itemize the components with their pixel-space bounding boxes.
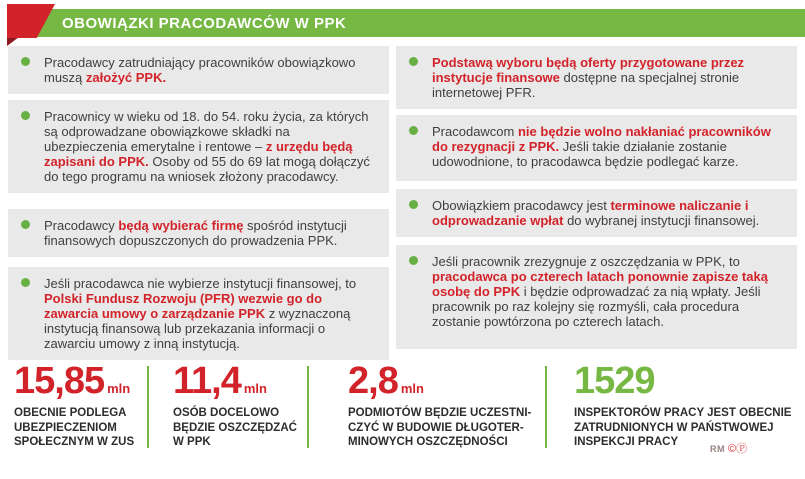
bullet-text	[44, 218, 375, 248]
stat-label-line: SPOŁECZNYM W ZUS	[14, 436, 135, 449]
stat-label-line: OSÓB DOCELOWO	[173, 407, 280, 419]
stat-label-line: W PPK	[173, 436, 211, 449]
stat-label	[574, 406, 799, 450]
text-segment-highlight: Polski Fundusz Rozwoju (PFR) wezwie go do zawarcia umowy o zarządzanie PPK	[44, 291, 323, 321]
text-segment: Osoby od 55 do 69 lat mogą dołączyć do tego programu na wniosek złożony pracodawcy.	[44, 154, 370, 184]
bullet-item-no-discouraging	[396, 115, 797, 181]
text-segment: Obowiązkiem pracodawcy jest	[432, 198, 611, 213]
stat-unit: mln	[107, 381, 131, 396]
bullet-icon	[409, 126, 418, 135]
right-column	[396, 46, 797, 349]
text-segment-highlight: z urzędu będą zapisani do PPK.	[44, 139, 353, 169]
stat-label	[348, 406, 544, 450]
text-segment: i będzie odprowadzać za nią wpłaty. Jeśli pracownik po raz kolejny się rozmyśli, cała procedura zostanie powtórzona po czterech latach.	[432, 284, 761, 329]
bullet-item-choose-company	[8, 209, 389, 257]
bullet-icon	[21, 278, 30, 287]
text-segment-highlight: Podstawą wyboru będą oferty przygotowane przez instytucje finansowe	[432, 55, 745, 85]
stat-zus-insured	[14, 362, 144, 450]
bullet-text	[44, 55, 375, 85]
bullet-text	[432, 55, 783, 100]
bullet-icon	[409, 256, 418, 265]
stat-labor-inspectors	[574, 362, 799, 450]
bullet-icon	[21, 111, 30, 120]
stat-label-line: CZYĆ W BUDOWIE DŁUGOTER-	[348, 421, 524, 434]
stat-unit: mln	[243, 381, 267, 396]
stat-value: 15,85	[14, 360, 105, 402]
bullet-item-re-enrollment	[396, 245, 797, 349]
bullet-item-timely-payments	[396, 189, 797, 237]
left-column	[8, 46, 389, 360]
stat-participating-entities	[348, 362, 544, 450]
divider	[545, 366, 547, 448]
stat-number	[574, 362, 799, 400]
stat-label-line: UBEZPIECZENIOM	[14, 421, 117, 434]
bullet-text	[44, 276, 375, 351]
stat-label-line: MINOWYCH OSZCZĘDNOŚCI	[348, 436, 508, 449]
text-segment-highlight: pracodawca po czterech latach ponownie zapisze taką osobę do PPK	[432, 269, 768, 299]
bullet-text	[432, 124, 783, 169]
stat-number	[173, 362, 303, 400]
phonogram-icon: Ⓟ	[736, 443, 748, 455]
ribbon-fold-icon	[7, 37, 19, 46]
text-segment: Jeśli pracownik zrezygnuje z oszczędzania w PPK, to	[432, 254, 740, 269]
credit-line	[710, 440, 747, 456]
text-segment-highlight: nie będzie wolno nakłaniać pracowników do rezygnacji z PPK.	[432, 124, 771, 154]
text-segment: Pracodawcom	[432, 124, 518, 139]
stat-label	[173, 406, 303, 450]
stats-row	[0, 362, 805, 462]
bullet-text	[432, 254, 783, 329]
text-segment: spośród instytucji finansowych dopuszczonych do prowadzenia PPK.	[44, 218, 347, 248]
bullet-icon	[409, 57, 418, 66]
bullet-icon	[409, 200, 418, 209]
stat-label	[14, 406, 144, 450]
stat-label-line: PODMIOTÓW BĘDZIE UCZESTNI-	[348, 407, 532, 419]
bullet-icon	[21, 57, 30, 66]
divider	[147, 366, 149, 448]
text-segment-highlight: założyć PPK.	[85, 70, 167, 85]
stat-label-line: INSPEKTORÓW PRACY JEST OBECNIE	[574, 407, 792, 419]
text-segment-highlight: terminowe naliczanie i odprowadzanie wpłat	[432, 198, 749, 228]
bullet-item-offers-pfr-site	[396, 46, 797, 109]
page-title: OBOWIĄZKI PRACODAWCÓW W PPK	[62, 14, 347, 32]
text-segment: Pracownicy w wieku od 18. do 54. roku życia, za których są odprowadzane obowiązkowe składki na ubezpieczenia emerytalne i rentowe –	[44, 109, 369, 154]
text-segment: Pracodawcy zatrudniający pracowników obowiązkowo muszą	[44, 55, 356, 85]
stat-label-line: BĘDZIE OSZCZĘDZAĆ	[173, 421, 297, 434]
text-segment: dostępne na specjalnej stronie internetowej PFR.	[432, 70, 740, 100]
bullet-item-pfr-call	[8, 267, 389, 360]
copyright-icon: ©	[728, 443, 737, 455]
stat-label-line: OBECNIE PODLEGA	[14, 407, 127, 419]
text-segment: Jeśli pracodawca nie wybierze instytucji finansowej, to	[44, 276, 357, 291]
text-segment: z wyznaczoną instytucją finansową lub przekazania informacji o zawarciu umowy z inną instytucją.	[44, 306, 351, 351]
stat-value: 11,4	[173, 360, 241, 402]
stat-label-line: ZATRUDNIONYCH W PAŃSTWOWEJ	[574, 421, 774, 434]
bullet-item-auto-enrollment	[8, 100, 389, 193]
stat-value: 2,8	[348, 360, 398, 402]
stat-unit: mln	[400, 381, 424, 396]
stat-number	[14, 362, 144, 400]
bullet-text	[44, 109, 375, 184]
divider	[307, 366, 309, 448]
text-segment: Jeśli takie działanie zostanie udowodnione, to pracodawca będzie podlegać karze.	[432, 139, 739, 169]
credit-initials: RM	[710, 444, 725, 454]
stat-number	[348, 362, 544, 400]
stat-target-savers	[173, 362, 303, 450]
bullet-item-establish-ppk	[8, 46, 389, 94]
text-segment: do wybranej instytucji finansowej.	[563, 213, 760, 228]
bullet-icon	[21, 220, 30, 229]
text-segment: Pracodawcy	[44, 218, 119, 233]
bullet-text	[432, 198, 783, 228]
stat-value: 1529	[574, 360, 655, 402]
stat-label-line: INSPEKCJI PRACY	[574, 436, 679, 449]
text-segment-highlight: będą wybierać firmę	[118, 218, 244, 233]
